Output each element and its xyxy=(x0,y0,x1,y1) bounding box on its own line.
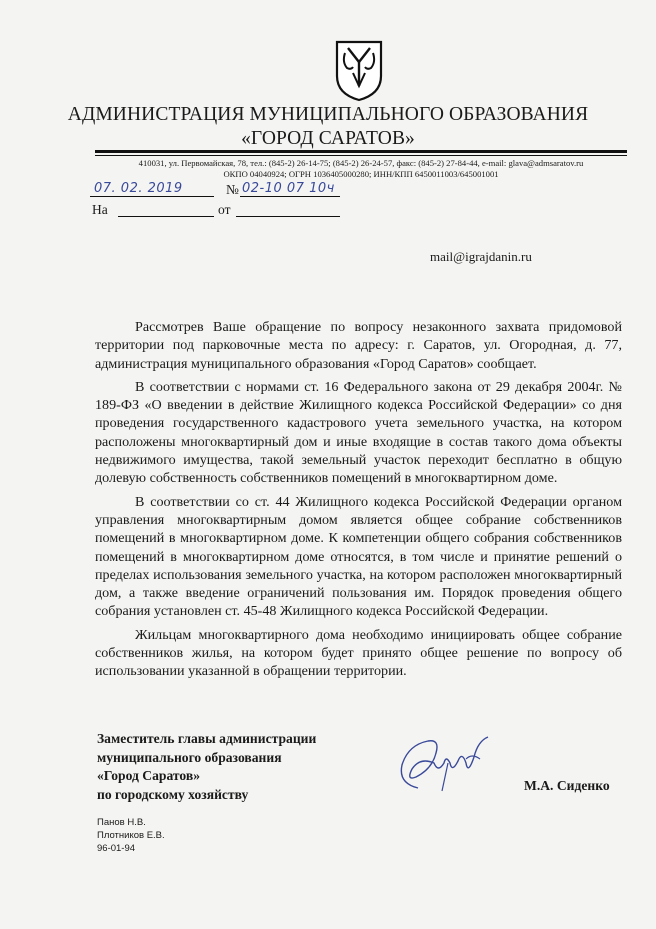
header-divider-thin xyxy=(95,155,627,156)
contacts-address-line: 410031, ул. Первомайская, 78, тел.: (845-2) 26-14-75; (845-2) 26-24-57, факс: (845-2) 27-84-44, e-mail: glava@admsaratov.ru xyxy=(138,158,584,168)
incoming-number-underline xyxy=(118,216,214,217)
incoming-from-label: от xyxy=(218,202,231,217)
handwritten-signature xyxy=(388,733,498,795)
outgoing-date-underline xyxy=(90,196,214,197)
body-paragraph-1: Рассмотрев Ваше обращение по вопросу незаконного захвата придомовой территории под парковочные места по адресу: г. Саратов, ул. Огородная, д. 77, администрация муниципального образования «Город Саратов» сообщает. xyxy=(95,319,622,372)
executor-1: Панов Н.В. xyxy=(97,817,146,828)
body-paragraph-3: В соответствии со ст. 44 Жилищного кодекса Российской Федерации органом управления многоквартирным домом является общее собрание собственников помещений в многоквартирном доме. К компетенции общего собрания собственников помещений в многоквартирном доме относятся, в том числе и принятие решений о пределах использования земельного участка, на котором расположен многоквартирный дом, а также введение ограничений пользования им. Порядок проведения общего собрания установлен ст. 45-48 Жилищного кодекса Российской Федерации. xyxy=(95,493,622,620)
signer-position xyxy=(97,730,316,804)
organization-title-line2: «ГОРОД САРАТОВ» xyxy=(241,128,415,149)
organization-contacts xyxy=(95,158,627,180)
signer-position-line2: муниципального образования xyxy=(97,749,282,765)
signer-name: М.А. Сиденко xyxy=(524,778,610,793)
executor-2: Плотников Е.В. xyxy=(97,830,165,841)
outgoing-date-handwritten: 07. 02. 2019 xyxy=(94,181,183,196)
outgoing-number-handwritten: 02-10 07 10ч xyxy=(242,181,335,196)
organization-title xyxy=(0,103,656,151)
recipient-email: mail@igrajdanin.ru xyxy=(430,249,532,264)
header-divider-thick xyxy=(95,150,627,153)
executor-phone: 96-01-94 xyxy=(97,843,136,854)
saratov-coat-of-arms-icon xyxy=(334,40,384,102)
organization-title-line1: АДМИНИСТРАЦИЯ МУНИЦИПАЛЬНОГО ОБРАЗОВАНИЯ xyxy=(67,104,589,125)
incoming-on-label: На xyxy=(92,202,108,217)
signer-position-line3: «Город Саратов» xyxy=(97,768,201,783)
outgoing-number-label: № xyxy=(226,182,239,197)
outgoing-number-underline xyxy=(240,196,340,197)
executors xyxy=(97,816,165,855)
body-paragraph-4: Жильцам многоквартирного дома необходимо инициировать общее собрание собственников жилья, на котором будет принято общее решение по вопросу об использовании указанной в обращении территории. xyxy=(95,626,622,680)
incoming-date-underline xyxy=(236,216,340,217)
signer-position-line1: Заместитель главы администрации xyxy=(97,731,317,746)
body-paragraph-2: В соответствии с нормами ст. 16 Федерального закона от 29 декабря 2004г. № 189-ФЗ «О введении в действие Жилищного кодекса Российской Федерации» со дня проведения государственного кадастрового учета земельного участка, на котором расположены многоквартирный дом и иные входящие в состав такого дома объекты недвижимого имущества, такой земельный участок переходит бесплатно в общую долевую собственность собственников помещений в многоквартирном доме. xyxy=(95,378,622,487)
letter-body xyxy=(95,318,622,686)
contacts-registry-line: ОКПО 04040924; ОГРН 1036405000280; ИНН/КПП 6450011003/645001001 xyxy=(223,169,499,179)
signer-position-line4: по городскому хозяйству xyxy=(97,786,249,802)
